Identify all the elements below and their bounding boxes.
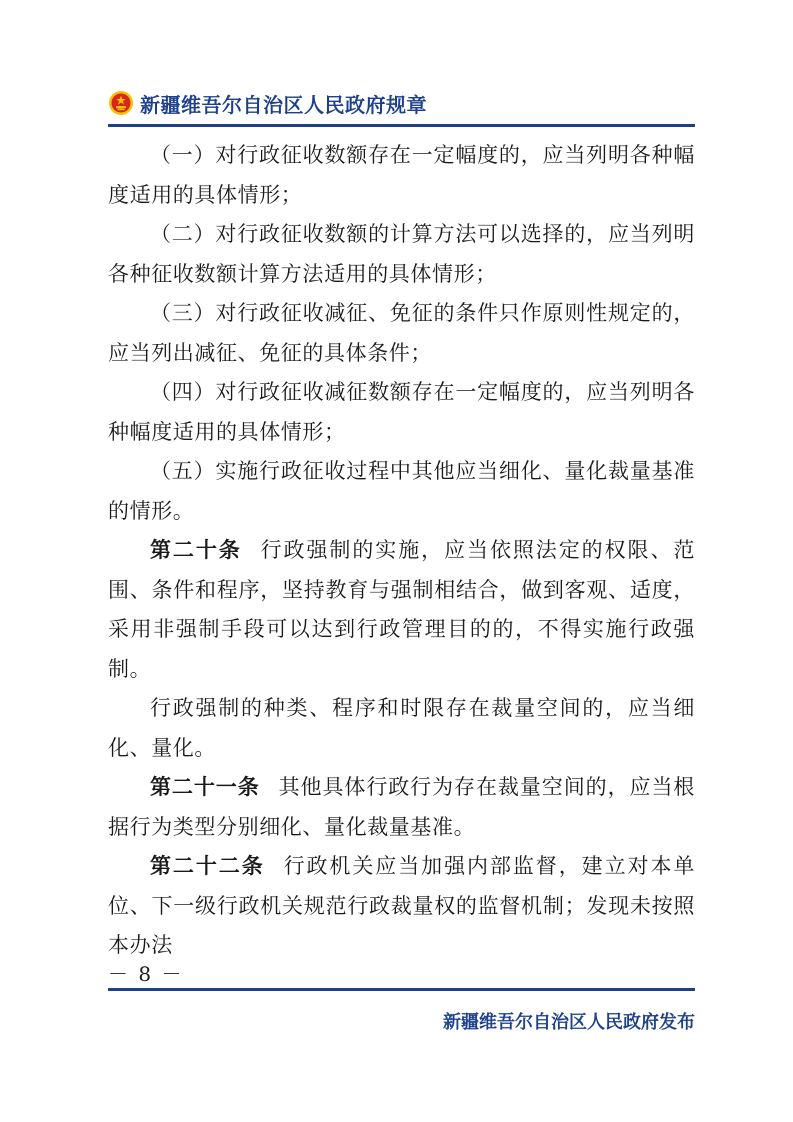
paragraph: （三）对行政征收减征、免征的条件只作原则性规定的，应当列出减征、免征的具体条件；: [108, 301, 695, 365]
document-header: [108, 86, 427, 120]
paragraph: （一）对行政征收数额存在一定幅度的，应当列明各种幅度适用的具体情形；: [108, 143, 695, 207]
article-number: 第二十条: [150, 538, 242, 562]
header-divider: [108, 124, 695, 127]
article-paragraph: 第二十条 行政强制的实施，应当依照法定的权限、范围、条件和程序，坚持教育与强制相结合，做到客观、适度，采用非强制手段可以达到行政管理目的的，不得实施行政强制。: [108, 538, 695, 681]
document-body: [108, 136, 695, 966]
national-emblem-icon: [108, 90, 134, 116]
article-number: 第二十二条: [150, 854, 265, 878]
header-title: 新疆维吾尔自治区人民政府规章: [140, 92, 427, 117]
paragraph: （二）对行政征收数额的计算方法可以选择的，应当列明各种征收数额计算方法适用的具体情形；: [108, 222, 695, 286]
paragraph: 行政强制的种类、程序和时限存在裁量空间的，应当细化、量化。: [108, 696, 695, 760]
article-paragraph: 第二十二条 行政机关应当加强内部监督，建立对本单位、下一级行政机关规范行政裁量权的监督机制；发现未按照本办法: [108, 854, 695, 957]
paragraph: （五）实施行政征收过程中其他应当细化、量化裁量基准的情形。: [108, 459, 695, 523]
footer-divider: [108, 988, 695, 991]
article-paragraph: 第二十一条 其他具体行政行为存在裁量空间的，应当根据行为类型分别细化、量化裁量基准。: [108, 775, 696, 839]
footer-publisher: 新疆维吾尔自治区人民政府发布: [443, 1012, 695, 1033]
page-number: － 8 －: [108, 962, 184, 986]
article-number: 第二十一条: [150, 775, 260, 799]
paragraph: （四）对行政征收减征数额存在一定幅度的，应当列明各种幅度适用的具体情形；: [108, 380, 695, 444]
